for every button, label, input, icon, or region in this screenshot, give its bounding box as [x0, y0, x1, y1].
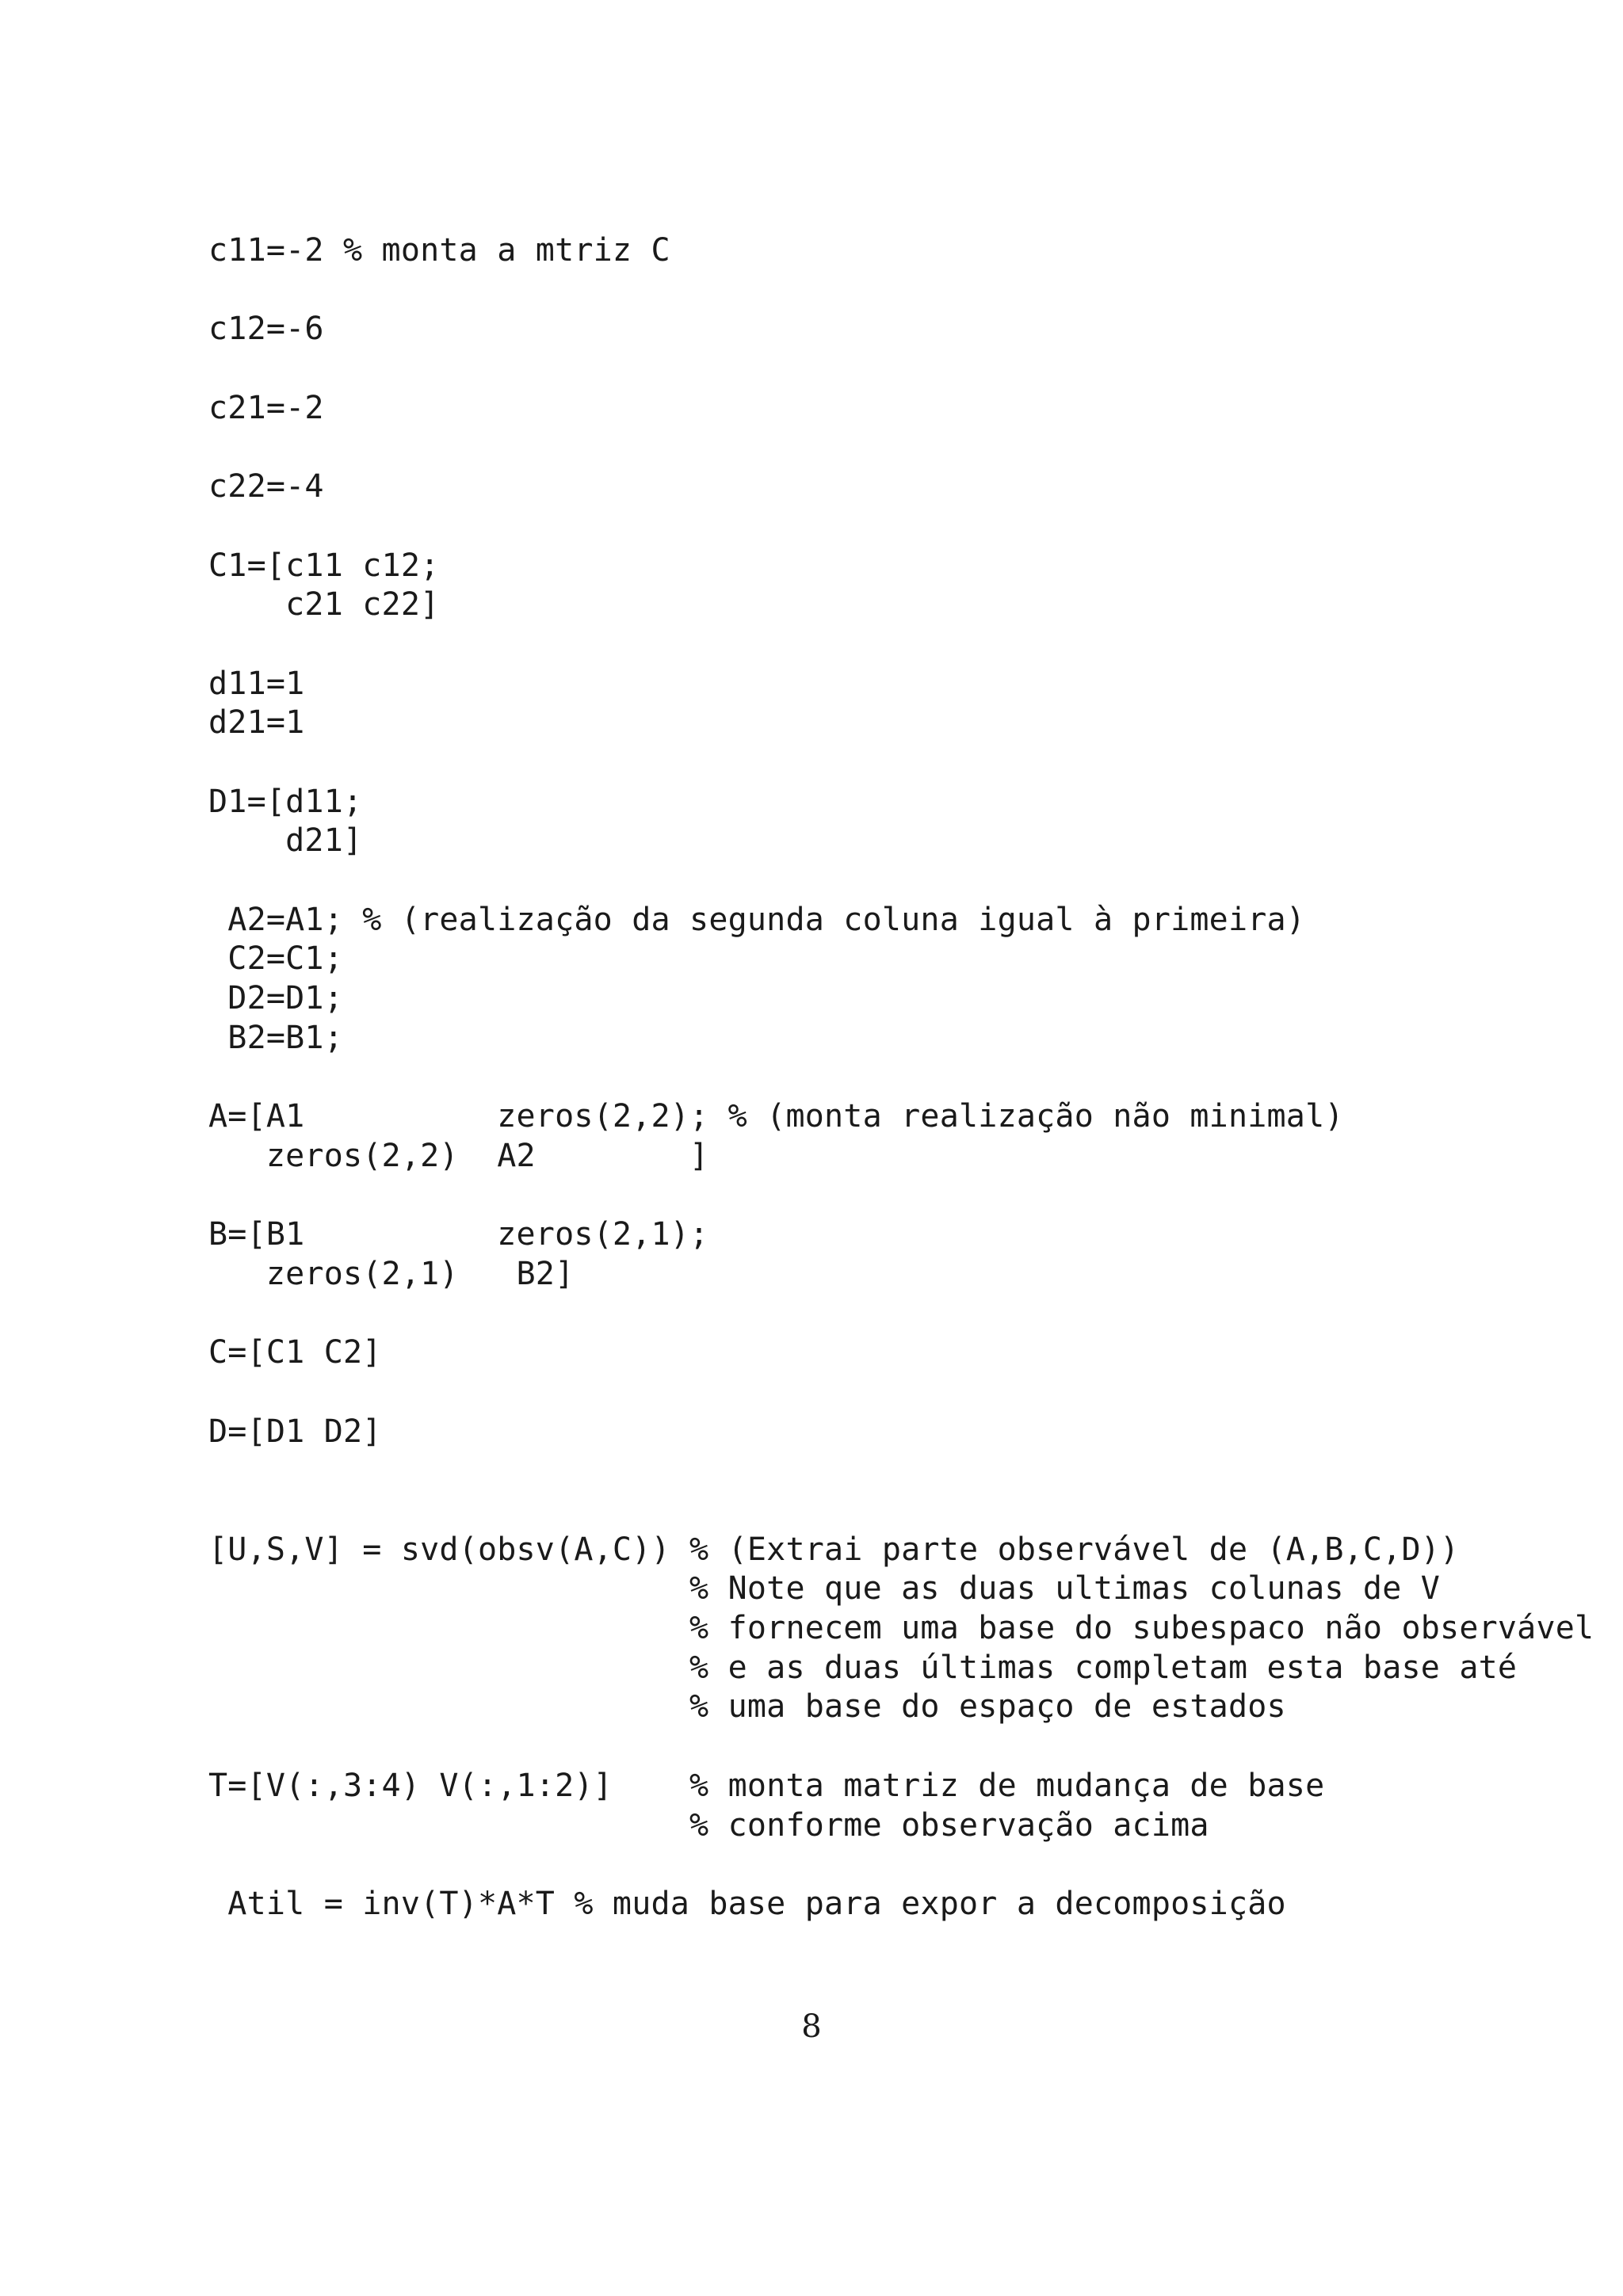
code-line: d21] — [208, 822, 363, 860]
code-line: B2=B1; — [208, 1019, 343, 1056]
code-line: zeros(2,1) B2] — [208, 1255, 575, 1292]
code-line: % Note que as duas ultimas colunas de V — [208, 1570, 1441, 1608]
blank-line — [208, 507, 1445, 547]
blank-line — [208, 1295, 1445, 1334]
code-line: c12=-6 — [208, 311, 324, 348]
code-line: zeros(2,2) A2 ] — [208, 1137, 709, 1174]
code-line: D=[D1 D2] — [208, 1413, 382, 1450]
blank-line — [208, 1491, 1445, 1531]
code-line: c22=-4 — [208, 468, 324, 505]
code-line: B=[B1 zeros(2,1); — [208, 1216, 709, 1253]
code-line: C1=[c11 c12; — [208, 547, 440, 584]
blank-line — [208, 1451, 1445, 1491]
code-line: A=[A1 zeros(2,2); % (monta realização não minimal) — [208, 1098, 1344, 1135]
code-line: c21 c22] — [208, 586, 440, 624]
code-line: % e as duas últimas completam esta base até — [208, 1649, 1518, 1686]
code-line: % conforme observação acima — [208, 1806, 1209, 1844]
code-line: d11=1 — [208, 665, 305, 702]
blank-line — [208, 625, 1445, 665]
code-line: D1=[d11; — [208, 783, 363, 820]
code-line: % fornecem uma base do subespaco não observável — [208, 1610, 1594, 1647]
blank-line — [208, 349, 1445, 389]
code-line: T=[V(:,3:4) V(:,1:2)] % monta matriz de mudança de base — [208, 1767, 1325, 1804]
blank-line — [208, 1373, 1445, 1413]
blank-line — [208, 1845, 1445, 1885]
code-line: C=[C1 C2] — [208, 1334, 382, 1371]
matlab-code-listing — [208, 231, 1594, 1924]
code-line: Atil = inv(T)*A*T % muda base para expor a decomposição — [208, 1885, 1286, 1922]
code-line: D2=D1; — [208, 980, 343, 1017]
code-line: % uma base do espaço de estados — [208, 1688, 1286, 1726]
blank-line — [208, 1727, 1445, 1767]
code-line: A2=A1; % (realização da segunda coluna igual à primeira) — [208, 901, 1306, 938]
blank-line — [208, 271, 1445, 311]
blank-line — [208, 428, 1445, 467]
code-line: d21=1 — [208, 704, 305, 742]
code-line: c21=-2 — [208, 389, 324, 426]
blank-line — [208, 1177, 1445, 1216]
code-line: [U,S,V] = svd(obsv(A,C)) % (Extrai parte observável de (A,B,C,D)) — [208, 1531, 1460, 1568]
code-line: C2=C1; — [208, 940, 343, 978]
page-number: 8 — [801, 2008, 822, 2045]
blank-line — [208, 743, 1445, 783]
blank-line — [208, 1058, 1445, 1097]
blank-line — [208, 861, 1445, 901]
code-line: c11=-2 % monta a mtriz C — [208, 232, 670, 269]
